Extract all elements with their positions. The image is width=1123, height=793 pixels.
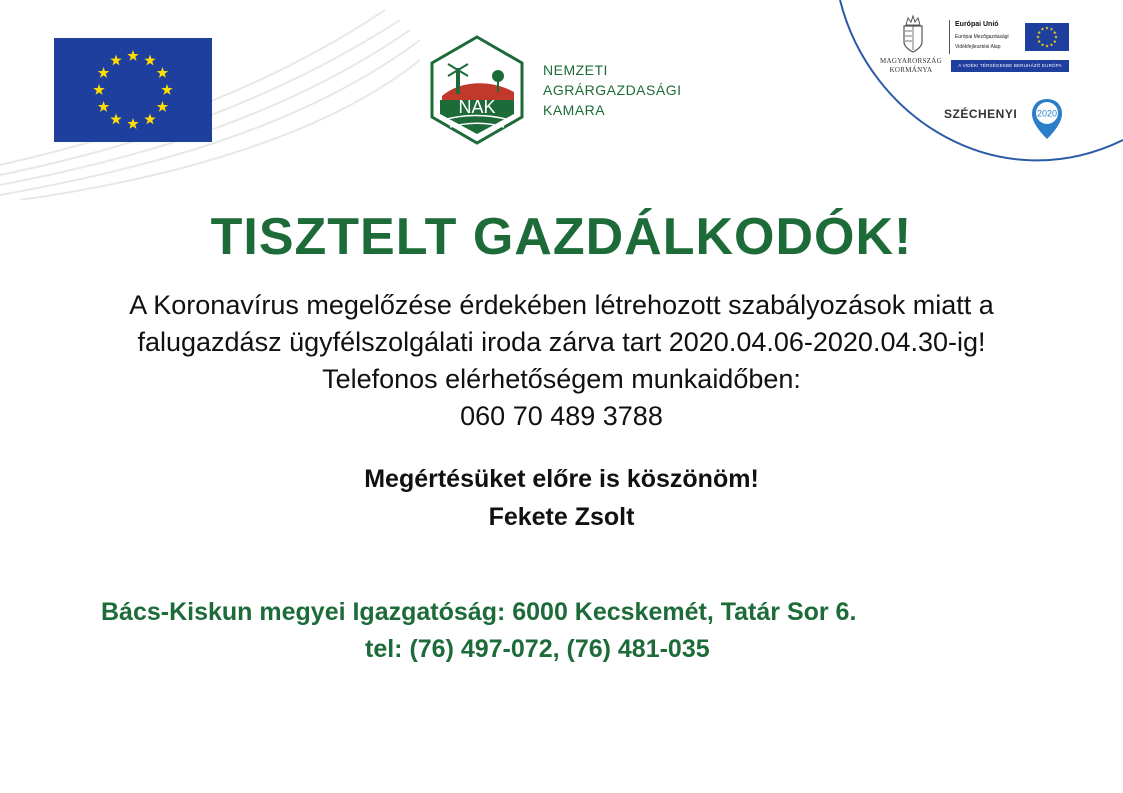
eu-star-icon [1050,43,1053,46]
eu-box-line-1: Európai Mezőgazdasági [955,34,1009,40]
eu-star-icon [93,84,104,95]
office-phone: tel: (76) 497-072, (76) 481-035 [365,635,710,663]
eu-star-icon [1041,27,1044,30]
eu-box-divider [949,20,950,54]
eu-box-line-2: Vidékfejlesztési Alap [955,44,1001,50]
nak-name-line-2: AGRÁRGAZDASÁGI [543,82,682,98]
eu-star-icon [144,55,155,66]
nak-name-line-3: KAMARA [543,102,606,118]
eu-star-icon [1045,26,1048,29]
eu-star-icon [98,101,109,112]
eu-star-icon [157,101,168,112]
eu-star-icon [1037,31,1040,34]
decorative-blue-arc [830,0,1123,190]
crest-caption-line-1: MAGYARORSZÁG [880,57,942,65]
eu-star-icon [1037,40,1040,43]
notice-body-line-2: falugazdász ügyfélszolgálati iroda zárva tart 2020.04.06-2020.04.30-ig! [137,327,986,357]
eu-star-icon [144,113,155,124]
eu-star-icon [161,84,172,95]
eu-star-icon [110,55,121,66]
eu-fund-strip: A VIDÉKI TÉRSÉGEKBE BERUHÁZÓ EURÓPA [951,60,1069,72]
nak-name-line-1: NEMZETI [543,62,608,78]
eu-star-icon [1053,31,1056,34]
eu-star-icon [1036,35,1039,38]
phone-number: 060 70 489 3788 [460,401,663,431]
eu-box-title: Európai Unió [955,21,999,28]
eu-star-icon [1045,44,1048,47]
eu-mini-flag-icon [1025,23,1069,51]
eu-star-icon [1054,35,1057,38]
eu-flag-icon [54,38,212,142]
eu-star-icon [1050,27,1053,30]
szechenyi-year: 2020 [1036,108,1058,119]
thanks-line: Megértésüket előre is köszönöm! [364,465,759,493]
eu-star-icon [157,67,168,78]
nak-logo-letters: NAK [458,97,496,117]
szechenyi-2020-pin-icon [1030,97,1064,141]
notice-body-line-3: Telefonos elérhetőségem munkaidőben: [322,364,801,394]
eu-star-icon [127,118,138,129]
crest-caption-line-2: KORMÁNYA [889,66,933,74]
szechenyi-label: SZÉCHENYI [944,107,1018,121]
eu-star-icon [98,67,109,78]
eu-star-icon [110,113,121,124]
eu-stars [54,38,212,142]
notice-title: TISZTELT GAZDÁLKODÓK! [210,208,913,266]
office-address: Bács-Kiskun megyei Igazgatóság: 6000 Kecskemét, Tatár Sor 6. [101,598,857,626]
nak-logo-icon [428,34,526,146]
signature: Fekete Zsolt [488,503,635,531]
hungarian-coat-of-arms-icon [898,14,928,54]
eu-star-icon [1053,40,1056,43]
eu-star-icon [1041,43,1044,46]
eu-star-icon [127,50,138,61]
notice-body-line-1: A Koronavírus megelőzése érdekében létrehozott szabályozások miatt a [129,290,994,320]
